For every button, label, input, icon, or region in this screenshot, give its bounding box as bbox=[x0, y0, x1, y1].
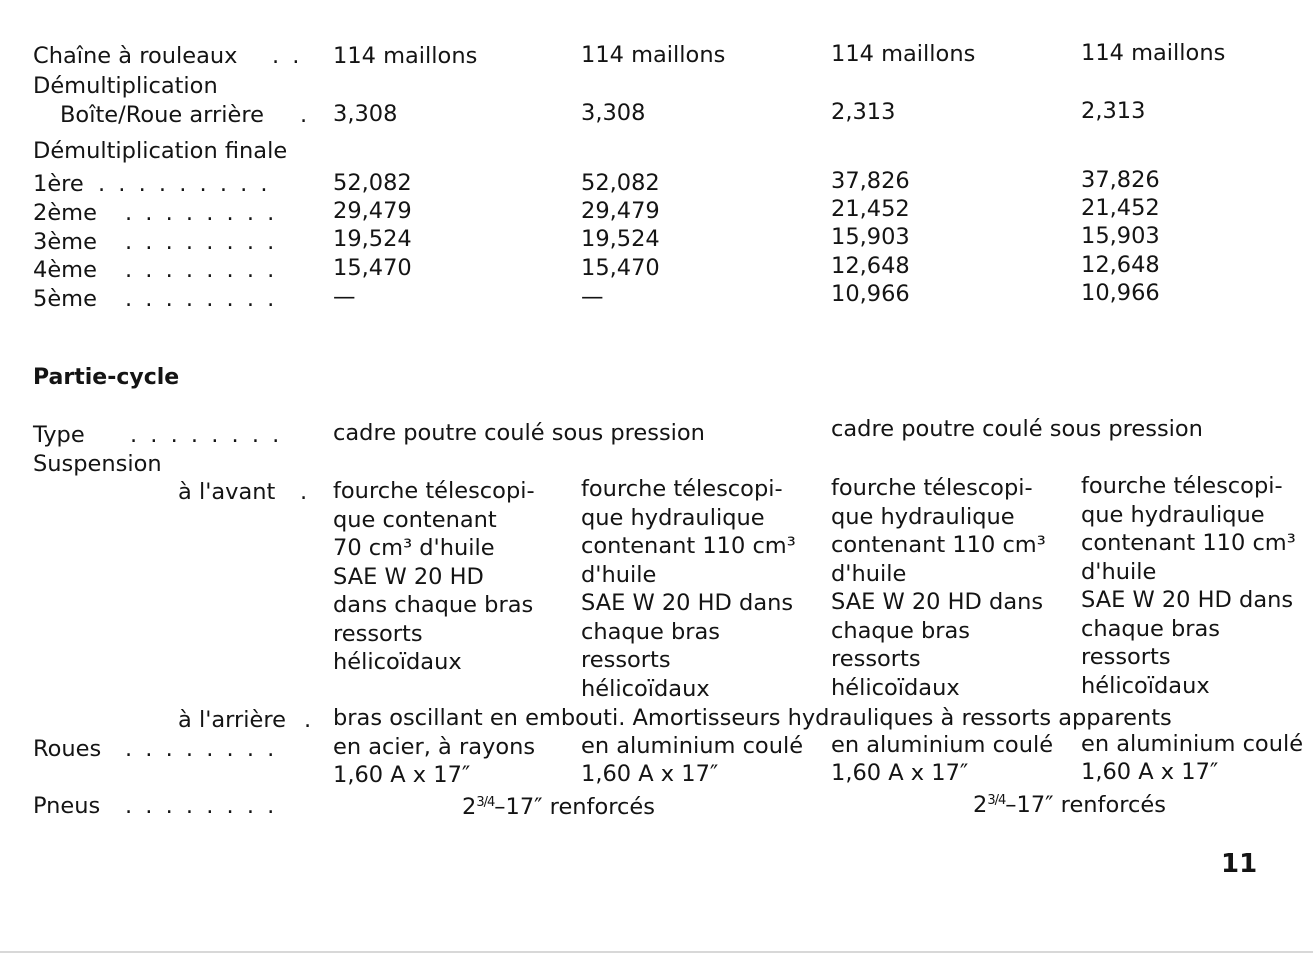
wheels-value: en aluminium coulé bbox=[581, 733, 804, 759]
front-suspension-col-1 bbox=[333, 477, 535, 677]
front-line: que hydraulique bbox=[1081, 501, 1265, 528]
gear-label: 2ème bbox=[33, 200, 97, 226]
ratio-value-1: 3,308 bbox=[333, 101, 398, 127]
gear-value: 21,452 bbox=[831, 196, 910, 222]
rim-value: 1,60 A x 17″ bbox=[831, 760, 969, 786]
gear-value: — bbox=[581, 284, 604, 310]
type-label: Type bbox=[33, 422, 85, 448]
tyre-size-fraction: 3/4 bbox=[476, 795, 495, 810]
page-edge bbox=[0, 951, 1313, 953]
ratio-value-2: 3,308 bbox=[581, 100, 646, 126]
front-line: d'huile bbox=[831, 560, 907, 587]
chain-value-2: 114 maillons bbox=[581, 42, 726, 68]
gear-value: 21,452 bbox=[1081, 195, 1160, 221]
page-number: 11 bbox=[1221, 849, 1258, 879]
chain-value-1: 114 maillons bbox=[333, 43, 478, 69]
front-line: ressorts bbox=[333, 620, 423, 647]
wheels-value: en aluminium coulé bbox=[1081, 731, 1304, 757]
gear-value: 29,479 bbox=[581, 198, 660, 224]
tyres-value-right bbox=[973, 787, 1166, 819]
front-line: fourche télescopi- bbox=[1081, 473, 1283, 499]
front-line: hélicoïdaux bbox=[1081, 672, 1210, 699]
front-line: 70 cm³ d'huile bbox=[333, 535, 495, 561]
front-line: que contenant bbox=[333, 506, 497, 533]
gear-value: 52,082 bbox=[333, 170, 412, 196]
chain-value-3: 114 maillons bbox=[831, 41, 976, 67]
gear-label: 4ème bbox=[33, 257, 97, 283]
front-line: que hydraulique bbox=[831, 503, 1015, 530]
leader-dots: . . . . . . . . bbox=[130, 422, 283, 448]
front-line: SAE W 20 HD bbox=[333, 563, 484, 590]
leader-dots: . . . . . . . . bbox=[125, 229, 278, 255]
front-line: SAE W 20 HD dans bbox=[1081, 587, 1294, 613]
final-ratio-label: Démultiplication finale bbox=[33, 138, 288, 164]
front-suspension-col-4 bbox=[1081, 472, 1296, 700]
gear-value: 29,479 bbox=[333, 198, 412, 224]
ratio-value-4: 2,313 bbox=[1081, 98, 1146, 124]
leader-dots: . . . . . . . . bbox=[125, 736, 278, 762]
gear-value: 15,903 bbox=[1081, 223, 1160, 249]
gear-value: 15,903 bbox=[831, 224, 910, 250]
type-value-right: cadre poutre coulé sous pression bbox=[831, 416, 1203, 442]
gear-label: 1ère bbox=[33, 171, 84, 197]
leader-dots: . bbox=[304, 707, 315, 733]
gear-label: 3ème bbox=[33, 229, 97, 255]
leader-dots: . bbox=[300, 102, 311, 128]
rim-value: 1,60 A x 17″ bbox=[581, 761, 719, 787]
wheels-value: en aluminium coulé bbox=[831, 732, 1054, 758]
chain-label: Chaîne à rouleaux bbox=[33, 43, 238, 69]
gear-value: 19,524 bbox=[333, 226, 412, 252]
front-line: chaque bras bbox=[831, 617, 970, 644]
rear-label: à l'arrière bbox=[178, 707, 286, 733]
front-line: ressorts bbox=[1081, 644, 1171, 670]
gear-value: 12,648 bbox=[1081, 252, 1160, 278]
front-line: hélicoïdaux bbox=[333, 649, 462, 675]
front-line: contenant 110 cm³ bbox=[1081, 530, 1296, 556]
front-line: d'huile bbox=[1081, 558, 1157, 585]
front-line: fourche télescopi- bbox=[333, 478, 535, 504]
front-line: contenant 110 cm³ bbox=[831, 532, 1046, 558]
wheels-value: en acier, à rayons bbox=[333, 734, 536, 760]
leader-dots: . . . . . . . . . bbox=[98, 171, 271, 197]
gear-value: 15,470 bbox=[581, 255, 660, 281]
ratio-value-3: 2,313 bbox=[831, 99, 896, 125]
front-line: chaque bras bbox=[1081, 615, 1220, 642]
rear-suspension-value: bras oscillant en embouti. Amortisseurs hydrauliques à ressorts apparents bbox=[333, 705, 1172, 731]
front-line: que hydraulique bbox=[581, 504, 765, 531]
rim-value: 1,60 A x 17″ bbox=[333, 762, 471, 788]
leader-dots: . . . . . . . . bbox=[125, 200, 278, 226]
wheels-label: Roues bbox=[33, 736, 102, 762]
ratio-label: Démultiplication bbox=[33, 73, 218, 99]
type-value-left: cadre poutre coulé sous pression bbox=[333, 420, 705, 446]
front-line: fourche télescopi- bbox=[831, 475, 1033, 501]
gear-value: 12,648 bbox=[831, 253, 910, 279]
front-line: hélicoïdaux bbox=[831, 674, 960, 701]
gear-label: 5ème bbox=[33, 286, 97, 312]
front-line: d'huile bbox=[581, 561, 657, 588]
front-line: hélicoïdaux bbox=[581, 675, 710, 702]
leader-dots: . . . . . . . . bbox=[125, 257, 278, 283]
leader-dots: . . . . . . . . bbox=[125, 286, 278, 312]
front-line: ressorts bbox=[581, 647, 671, 673]
gear-value: 52,082 bbox=[581, 170, 660, 196]
gear-value: 37,826 bbox=[831, 168, 910, 194]
gear-value: 37,826 bbox=[1081, 167, 1160, 193]
gear-value: 10,966 bbox=[1081, 280, 1160, 306]
suspension-label: Suspension bbox=[33, 451, 162, 477]
tyre-size-rest: –17″ renforcés bbox=[1005, 792, 1166, 818]
ratio-sub-label: Boîte/Roue arrière bbox=[60, 102, 264, 128]
front-line: contenant 110 cm³ bbox=[581, 533, 796, 559]
rim-value: 1,60 A x 17″ bbox=[1081, 759, 1219, 785]
leader-dots: . . . . . . . . bbox=[125, 793, 278, 819]
section-heading: Partie-cycle bbox=[33, 365, 180, 390]
front-suspension-col-2 bbox=[581, 475, 796, 703]
front-label: à l'avant bbox=[178, 479, 276, 505]
gear-value: 10,966 bbox=[831, 281, 910, 307]
tyres-label: Pneus bbox=[33, 793, 101, 819]
gear-value: — bbox=[333, 284, 356, 310]
front-line: SAE W 20 HD dans bbox=[581, 590, 794, 616]
tyre-size-base: 2 bbox=[462, 794, 477, 820]
gear-value: 15,470 bbox=[333, 255, 412, 281]
tyres-value-left bbox=[462, 789, 655, 821]
front-suspension-col-3 bbox=[831, 474, 1046, 702]
tyre-size-base: 2 bbox=[973, 792, 988, 818]
front-line: dans chaque bras bbox=[333, 592, 534, 618]
front-line: SAE W 20 HD dans bbox=[831, 589, 1044, 615]
tyre-size-fraction: 3/4 bbox=[987, 793, 1006, 808]
front-line: fourche télescopi- bbox=[581, 476, 783, 502]
gear-value: 19,524 bbox=[581, 226, 660, 252]
leader-dots: . . bbox=[272, 43, 303, 69]
chain-value-4: 114 maillons bbox=[1081, 40, 1226, 66]
leader-dots: . bbox=[300, 479, 311, 505]
front-line: ressorts bbox=[831, 646, 921, 672]
front-line: chaque bras bbox=[581, 618, 720, 645]
tyre-size-rest: –17″ renforcés bbox=[494, 794, 655, 820]
